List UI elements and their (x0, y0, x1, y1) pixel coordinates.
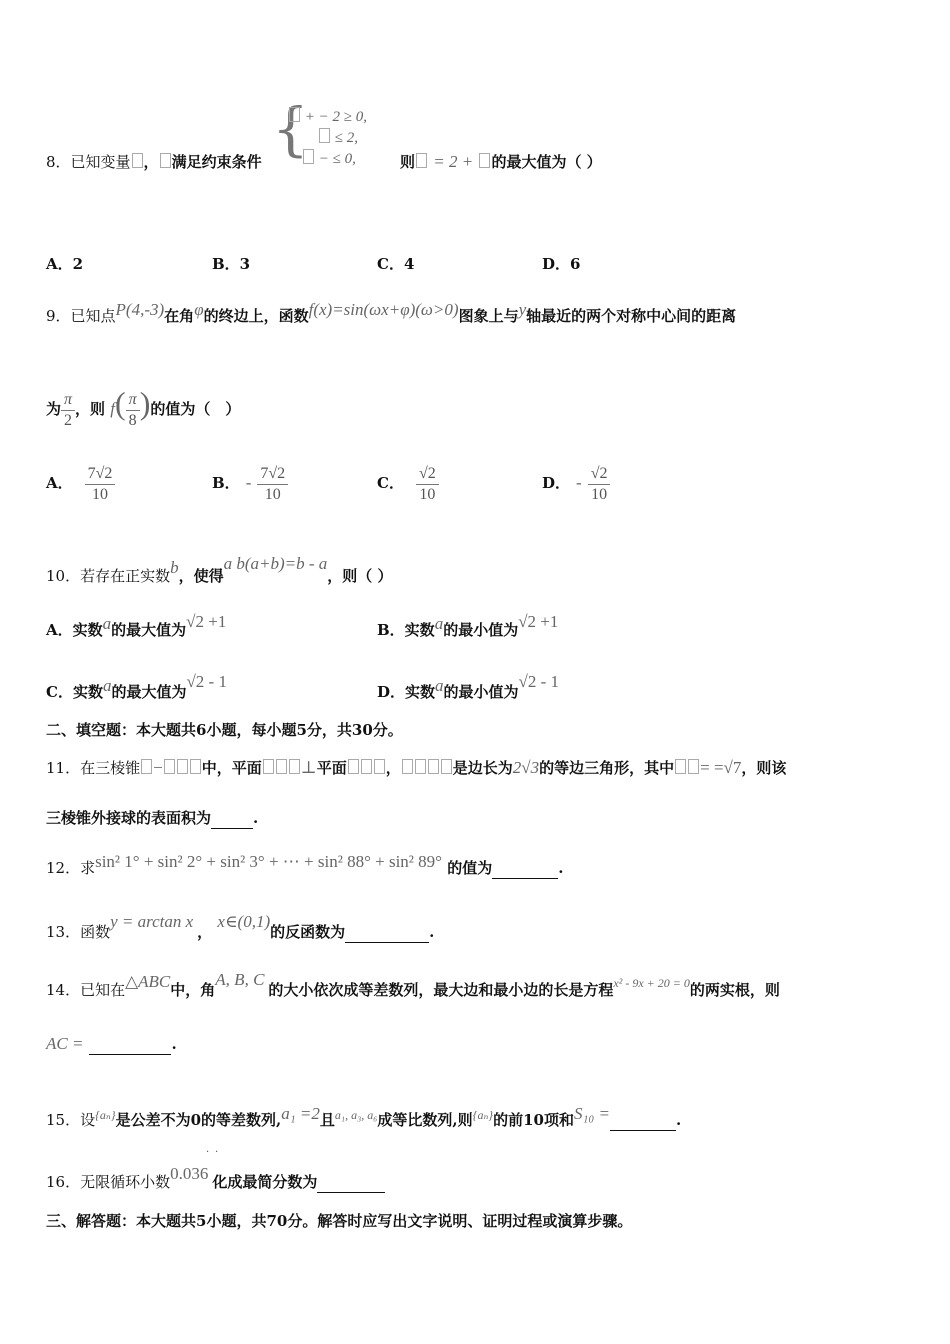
frac-pi-over-2: $\frac{\pi}{2}$ (61, 390, 75, 431)
question-9-option-a[interactable]: A． $\frac{7√2}{10}$ (46, 460, 115, 506)
question-11-line2: 三棱锥外接球的表面积为 . (46, 809, 259, 827)
question-8-stem-end: 则 = 2 + 的最大值为（ ） (400, 152, 602, 171)
answer-blank-12[interactable] (492, 858, 558, 879)
question-16: 16．无限循环小数0.036 化成最简分数为 (46, 1164, 385, 1193)
constraint-3: − ≤ 0, (288, 149, 367, 170)
repeating-dot-2: · (215, 1147, 219, 1158)
question-9-stem-line2: 为 $\frac{\pi}{2}$ ，则 f( $\frac{\pi}{8}$ )的值为（ ） (46, 385, 241, 429)
question-10-stem: 10．若存在正实数b，使得a b(a+b)=b - a，则（ ） (46, 554, 393, 585)
constraint-1: + − 2 ≥ 0, (288, 107, 367, 128)
repeating-dot-1: · (206, 1147, 210, 1158)
question-10-option-b[interactable]: B．实数a的最小值为√2 +1 (377, 612, 559, 639)
question-9-option-c[interactable]: C． $\frac{√2}{10}$ (377, 460, 439, 506)
answer-blank-13[interactable] (345, 922, 429, 943)
question-8-option-c[interactable]: C．4 (377, 255, 415, 273)
question-8-option-b[interactable]: B．3 (212, 255, 251, 273)
answer-blank-15[interactable] (610, 1110, 676, 1131)
question-14-stem: 14．已知在△ABC中，角A, B, C的大小依次成等差数列，最大边和最小边的长是方程$^{x^2 - 9x + 20 = 0}$的两实根，则 (46, 970, 780, 999)
constraint-system (288, 107, 367, 170)
question-13: 13．函数y = arctan x， x∈(0,1)的反函数为 . (46, 912, 435, 941)
question-12: 12．求sin² 1° + sin² 2° + sin² 3° + ⋯ + sin² 88° + sin² 89° 的值为 . (46, 852, 564, 877)
question-8-stem: 8．已知变量 ， 满足约束条件 (46, 153, 262, 171)
section-3-heading: 三、解答题：本大题共5小题，共70分。解答时应写出文字说明、证明过程或演算步骤。 (46, 1212, 633, 1230)
answer-blank-11[interactable] (211, 808, 253, 829)
question-10-option-d[interactable]: D．实数a的最小值为√2 - 1 (377, 672, 560, 701)
frac-pi-over-8: $\frac{\pi}{8}$ (126, 390, 140, 431)
constraint-2: ≤ 2, (288, 128, 367, 149)
question-8-option-d[interactable]: D．6 (542, 255, 581, 273)
system-brace: { (272, 95, 309, 163)
question-10-option-c[interactable]: C．实数a的最大值为√2 - 1 (46, 672, 227, 701)
section-2-heading: 二、填空题：本大题共6小题，每小题5分，共30分。 (46, 721, 403, 739)
question-14-line2: AC = . (46, 1034, 177, 1053)
answer-blank-16[interactable] (317, 1172, 385, 1193)
question-9-option-b[interactable]: B． - $\frac{7√2}{10}$ (212, 460, 288, 506)
question-15: 15．设$^{\{a_n\}}$是公差不为0的等差数列,a₁ =2且$^{a_1, a_3, a_6}$成等比数列,则$^{\{a_n\}}$的前10项和S₁₀ = . (46, 1104, 682, 1129)
question-9-option-d[interactable]: D． - $\frac{√2}{10}$ (542, 460, 610, 506)
question-8-option-a[interactable]: A．2 (46, 255, 84, 273)
question-11-stem: 11．在三棱锥 − 中，平面 ⊥平面 ， 是边长为2√3的等边三角形，其中 = =√7，则该 (46, 758, 787, 777)
question-9-stem: 9．已知点P(4,-3)在角φ的终边上，函数f(x)=sin(ωx+φ)(ω>0)图象上与y轴最近的两个对称中心间的距离 (46, 300, 737, 325)
answer-blank-14[interactable] (89, 1034, 171, 1055)
question-10-option-a[interactable]: A．实数a的最大值为√2 +1 (46, 612, 227, 639)
